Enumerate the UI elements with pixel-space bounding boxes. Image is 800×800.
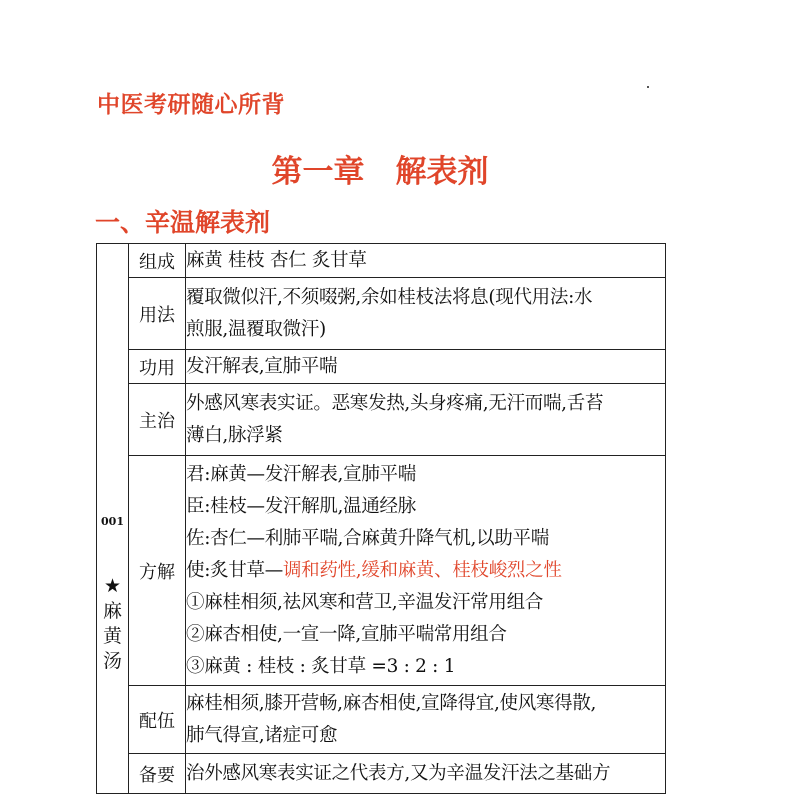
content-combination	[186, 686, 666, 754]
content-line: ③麻黄 : 桂枝 : 炙甘草 =3 : 2 : 1	[186, 655, 456, 677]
row-composition	[97, 244, 666, 278]
star-icon: ★	[103, 575, 122, 597]
book-header-title: 中医考研随心所背	[97, 92, 285, 118]
content-composition	[186, 244, 666, 278]
content-line: 麻桂相须,膝开营畅,麻杏相使,宣降得宜,使风寒得散,	[186, 692, 597, 714]
content-line: 佐:杏仁—利肺平喘,合麻黄升降气机,以助平喘	[186, 527, 549, 549]
envoy-highlight: 调和药性,缓和麻黄、桂枝峻烈之性	[282, 559, 562, 581]
row-combination	[97, 686, 666, 754]
content-line: 麻黄 桂枝 杏仁 炙甘草	[186, 249, 367, 271]
formula-table	[96, 243, 666, 794]
label-analysis: 方解	[129, 456, 186, 686]
formula-name	[97, 574, 128, 674]
content-line: ①麻桂相须,祛风寒和营卫,辛温发汗常用组合	[186, 591, 543, 613]
formula-number: 001	[101, 514, 124, 528]
content-line: 薄白,脉浮紧	[186, 424, 283, 446]
content-line: 君:麻黄—发汗解表,宣肺平喘	[186, 463, 416, 485]
row-indication	[97, 384, 666, 456]
content-line: 外感风寒表实证。恶寒发热,头身疼痛,无汗而喘,舌苔	[186, 392, 604, 414]
content-indication	[186, 384, 666, 456]
chapter-title: 第一章 解表剂	[271, 154, 489, 190]
content-line: 治外感风寒表实证之代表方,又为辛温发汗法之基础方	[186, 762, 611, 784]
label-remarks: 备要	[129, 754, 186, 794]
content-line: 肺气得宣,诸症可愈	[186, 724, 338, 746]
label-combination: 配伍	[129, 686, 186, 754]
formula-name-char: 黄	[102, 625, 122, 647]
label-composition: 组成	[129, 244, 186, 278]
row-remarks	[97, 754, 666, 794]
content-remarks	[186, 754, 666, 794]
formula-name-char: 麻	[102, 600, 122, 622]
label-usage: 用法	[129, 278, 186, 350]
label-function: 功用	[129, 350, 186, 384]
envoy-prefix: 使:炙甘草—	[186, 559, 283, 581]
formula-id-column	[97, 244, 129, 794]
content-function	[186, 350, 666, 384]
label-indication: 主治	[129, 384, 186, 456]
content-line: 发汗解表,宣肺平喘	[186, 355, 338, 377]
content-line: 覆取微似汗,不须啜粥,余如桂枝法将息(现代用法:水	[186, 286, 593, 308]
row-analysis	[97, 456, 666, 686]
stray-dot	[647, 86, 649, 88]
content-usage	[186, 278, 666, 350]
content-analysis	[186, 456, 666, 686]
content-line: 臣:桂枝—发汗解肌,温通经脉	[186, 495, 416, 517]
content-line	[186, 555, 665, 587]
content-line: ②麻杏相使,一宣一降,宣肺平喘常用组合	[186, 623, 507, 645]
formula-name-char: 汤	[102, 650, 122, 672]
row-function	[97, 350, 666, 384]
content-line: 煎服,温覆取微汗)	[186, 318, 326, 340]
section-title: 一、辛温解表剂	[95, 208, 271, 237]
row-usage	[97, 278, 666, 350]
